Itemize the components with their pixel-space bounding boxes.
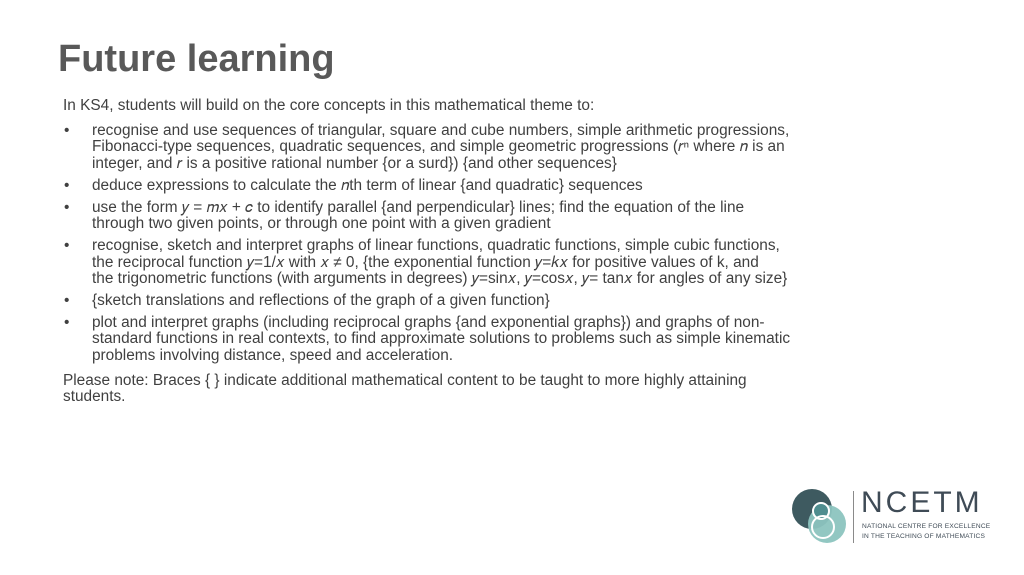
bullet-icon: •	[64, 199, 70, 217]
list-item	[63, 200, 963, 232]
list-item	[63, 123, 963, 172]
list-item	[63, 178, 963, 194]
slide-body	[63, 98, 963, 405]
bullet-icon: •	[64, 237, 70, 255]
list-item-text: {sketch translations and reflections of the graph of a given function}	[92, 292, 550, 310]
list-item-text: recognise, sketch and interpret graphs of linear functions, quadratic functions, simple cubic functions, the reciprocal function 𝑦=1/𝑥 with 𝑥 ≠ 0, {the exponential function 𝑦=𝑘𝑥 for positive values of k, and the trigonometric functions (with arguments in degrees) 𝑦=sin𝑥, 𝑦=cos𝑥, 𝑦= tan𝑥 for angles of any size}	[92, 237, 788, 287]
learning-objectives-list	[63, 123, 963, 364]
logo-divider	[853, 491, 854, 543]
list-item-text: use the form 𝑦 = 𝑚𝑥 + 𝑐 to identify parallel {and perpendicular} lines; find the equation of the line through two given points, or through one point with a given gradient	[92, 199, 745, 233]
list-item	[63, 238, 963, 287]
ncetm-logo-mark-icon	[790, 487, 848, 545]
list-item	[63, 315, 963, 364]
bullet-icon: •	[64, 314, 70, 332]
bullet-icon: •	[64, 292, 70, 310]
logo-tagline: NATIONAL CENTRE FOR EXCELLENCE IN THE TEACHING OF MATHEMATICS	[862, 523, 991, 540]
list-item	[63, 293, 963, 309]
slide-title: Future learning	[58, 38, 335, 80]
bullet-icon: •	[64, 176, 70, 194]
list-item-text: plot and interpret graphs (including reciprocal graphs {and exponential graphs}) and graphs of non- standard functions in real contexts, to find approximate solutions to problems such as simple kinematic problems involving distance, speed and acceleration.	[92, 314, 791, 364]
list-item-text: deduce expressions to calculate the 𝑛th term of linear {and quadratic} sequences	[92, 176, 643, 194]
bullet-icon: •	[64, 122, 70, 140]
braces-note: Please note: Braces { } indicate additional mathematical content to be taught to more highly attaining students.	[63, 371, 747, 406]
list-item-text: recognise and use sequences of triangular, square and cube numbers, simple arithmetic progressions, Fibonacci-type sequences, quadratic sequences, and simple geometric progressions (𝑟ⁿ where 𝑛 is an integer, and 𝑟 is a positive rational number {or a surd}) {and other sequences}	[92, 122, 790, 172]
logo-wordmark: NCETM	[861, 486, 983, 519]
intro-text: In KS4, students will build on the core concepts in this mathematical theme to:	[63, 97, 595, 114]
